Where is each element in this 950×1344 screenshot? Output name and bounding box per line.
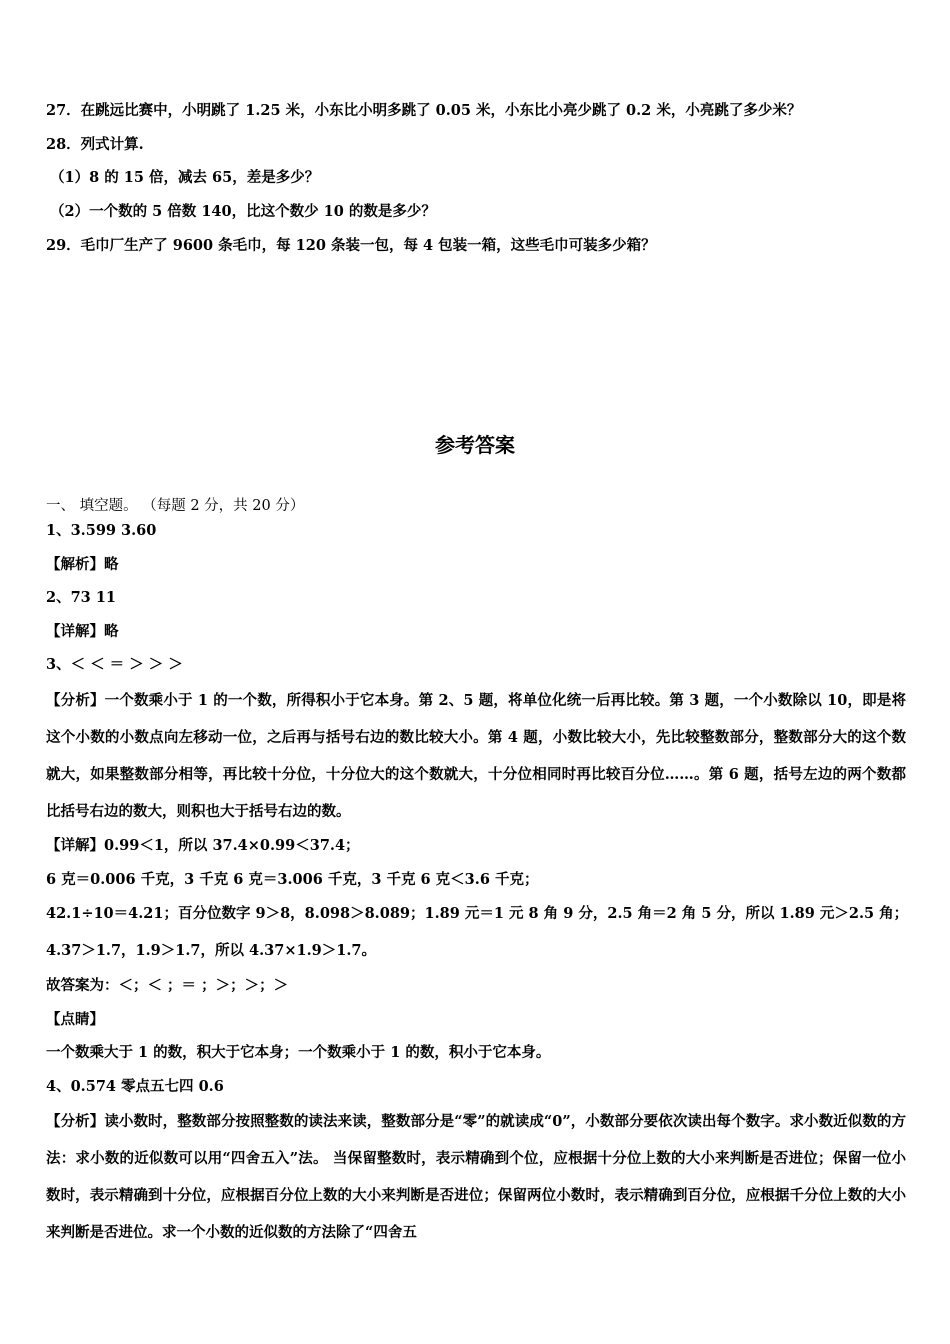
answer-2-note: 【详解】略: [46, 623, 119, 640]
question-27: 27．在跳远比赛中，小明跳了 1.25 米，小东比小明多跳了 0.05 米，小东比小亮少跳了 0.2 米，小亮跳了多少米？: [46, 102, 802, 119]
answer-3-detail-3: 42.1÷10＝4.21；百分位数字 9＞8，8.098＞8.089；1.89 元＝1 元 8 角 9 分，2.5 角＝2 角 5 分，所以 1.89 元＞2.5 角；: [46, 905, 909, 922]
question-28-part-1: （1）8 的 15 倍，减去 65，差是多少？: [50, 169, 320, 186]
answer-4-analysis: 【分析】读小数时，整数部分按照整数的读法来读，整数部分是“零”的就读成“0”，小数部分要依次读出每个数字。求小数近似数的方法：求小数的近似数可以用“四舍五入”法。 当保留整数时，表示精确到个位，应根据十分位上数的大小来判断是否进位；保留一位小数时，表示精确到十分位，应根据百分位上数的大小来判断是否进位；保留两位小数时，表示精确到百分位，应根据千分位上数的大小来判断是否进位。求一个小数的近似数的方法除了“四舍五: [46, 1113, 906, 1241]
answer-3-final: 故答案为：＜；＜ ；＝ ；＞；＞；＞: [46, 977, 289, 994]
answer-3-detail-2: 6 克＝0.006 千克，3 千克 6 克＝3.006 千克，3 千克 6 克＜3.6 千克；: [46, 871, 539, 888]
answer-1: 1、3.599 3.60: [46, 522, 157, 539]
answer-3-detail-4: 4.37＞1.7，1.9＞1.7，所以 4.37×1.9＞1.7。: [46, 942, 376, 959]
question-28: 28．列式计算.: [46, 136, 144, 153]
answer-4: 4、0.574 零点五七四 0.6: [46, 1078, 224, 1095]
answer-3-tip-label: 【点睛】: [46, 1011, 104, 1028]
answer-2: 2、73 11: [46, 589, 116, 606]
answer-1-note: 【解析】略: [46, 556, 119, 573]
answer-3-analysis: 【分析】一个数乘小于 1 的一个数，所得积小于它本身。第 2、5 题，将单位化统一后再比较。第 3 题，一个小数除以 10，即是将这个小数的小数点向左移动一位，之后再与括号右边的数比较大小。第 4 题，小数比较大小，先比较整数部分，整数部分大的这个数就大，如果整数部分相等，再比较十分位，十分位大的这个数就大，十分位相同时再比较百分位……。第 6 题，括号左边的两个数都比括号右边的数大，则积也大于括号右边的数。: [46, 692, 906, 820]
question-28-part-2: （2）一个数的 5 倍数 140，比这个数少 10 的数是多少？: [50, 203, 436, 220]
answers-title: 参考答案: [435, 433, 515, 457]
answer-3-detail-1: 【详解】0.99＜1，所以 37.4×0.99＜37.4；: [46, 837, 360, 854]
question-29: 29．毛巾厂生产了 9600 条毛巾，每 120 条装一包，每 4 包装一箱，这些毛巾可装多少箱？: [46, 237, 656, 254]
answer-3: 3、＜ ＜ ＝ ＞ ＞ ＞: [46, 656, 183, 673]
answer-3-tip: 一个数乘大于 1 的数，积大于它本身；一个数乘小于 1 的数，积小于它本身。: [46, 1044, 551, 1061]
section-heading: 一、 填空题。 （每题 2 分，共 20 分）: [46, 498, 305, 514]
